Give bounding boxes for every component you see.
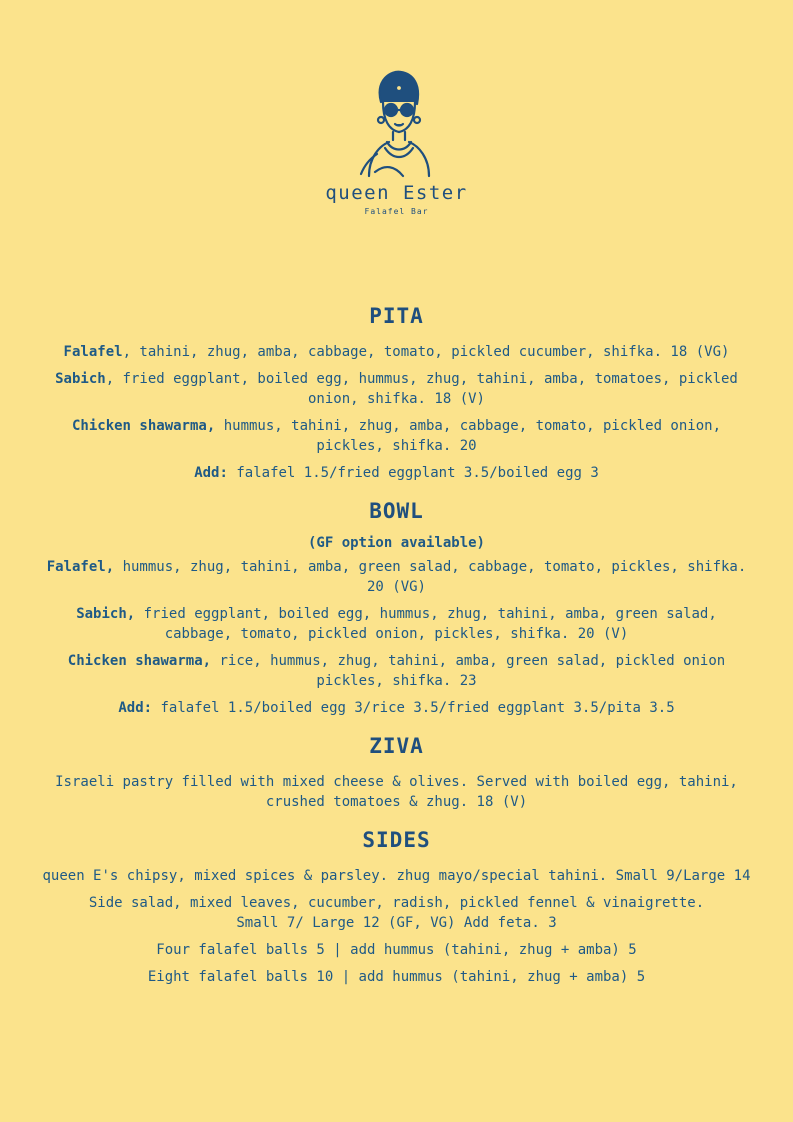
menu-item-add-bowl bbox=[40, 698, 753, 718]
brand-subtitle: Falafel Bar bbox=[364, 207, 429, 216]
section-bowl bbox=[40, 497, 753, 718]
menu bbox=[40, 300, 753, 1001]
item-desc: , tahini, zhug, amba, cabbage, tomato, pickled cucumber, shifka. 18 (VG) bbox=[122, 344, 730, 360]
item-desc: Eight falafel balls 10 | add hummus (tahini, zhug + amba) 5 bbox=[147, 969, 646, 985]
section-title-sides: SIDES bbox=[362, 828, 431, 852]
item-desc: Four falafel balls 5 | add hummus (tahini, zhug + amba) 5 bbox=[156, 942, 637, 958]
item-name: Sabich bbox=[55, 371, 106, 387]
section-title-pita: PITA bbox=[369, 304, 424, 328]
item-desc-2: Small 7/ Large 12 (GF, VG) Add feta. 3 bbox=[236, 915, 557, 931]
menu-item-side-salad bbox=[40, 893, 753, 933]
queen-portrait-logo-icon bbox=[355, 68, 439, 180]
menu-item-chicken-bowl bbox=[40, 651, 753, 691]
item-name: Chicken shawarma, bbox=[67, 653, 212, 669]
item-desc: hummus, tahini, zhug, amba, cabbage, tomato, pickled onion, pickles, shifka. 20 bbox=[215, 418, 722, 454]
item-desc: queen E's chipsy, mixed spices & parsley. zhug mayo/special tahini. Small 9/Large 14 bbox=[42, 868, 751, 884]
item-name: Chicken shawarma, bbox=[71, 418, 216, 434]
menu-item-falafel-bowl bbox=[40, 557, 753, 597]
section-ziva bbox=[40, 732, 753, 812]
item-desc: falafel 1.5/boiled egg 3/rice 3.5/fried eggplant 3.5/pita 3.5 bbox=[152, 700, 675, 716]
menu-item-sabich-bowl bbox=[40, 604, 753, 644]
item-name: Sabich, bbox=[76, 606, 136, 622]
menu-item-ziva bbox=[40, 772, 753, 812]
item-desc: Israeli pastry filled with mixed cheese & olives. Served with boiled egg, tahini, crushed tomatoes & zhug. 18 (V) bbox=[55, 774, 738, 810]
item-name: Falafel bbox=[63, 344, 123, 360]
section-pita bbox=[40, 302, 753, 483]
menu-item-chipsy bbox=[40, 866, 753, 886]
item-desc: , fried eggplant, boiled egg, hummus, zhug, tahini, amba, tomatoes, pickled onion, shifka. 18 (V) bbox=[105, 371, 738, 407]
item-desc: hummus, zhug, tahini, amba, green salad, cabbage, tomato, pickles, shifka. 20 (VG) bbox=[114, 559, 747, 595]
item-desc: Side salad, mixed leaves, cucumber, radish, pickled fennel & vinaigrette. bbox=[88, 895, 705, 911]
bowl-note: (GF option available) bbox=[307, 535, 485, 551]
section-title-bowl: BOWL bbox=[369, 499, 424, 523]
section-sides bbox=[40, 826, 753, 987]
item-name: Add: bbox=[118, 700, 153, 716]
menu-item-sabich-pita bbox=[40, 369, 753, 409]
menu-item-add-pita bbox=[40, 463, 753, 483]
item-desc: rice, hummus, zhug, tahini, amba, green salad, pickled onion pickles, shifka. 23 bbox=[211, 653, 726, 689]
item-desc: falafel 1.5/fried eggplant 3.5/boiled egg 3 bbox=[227, 465, 599, 481]
item-desc: fried eggplant, boiled egg, hummus, zhug, tahini, amba, green salad, cabbage, tomato, pickled onion, pickles, shifka. 20 (V) bbox=[135, 606, 717, 642]
item-name: Falafel, bbox=[46, 559, 115, 575]
menu-item-four-falafel bbox=[40, 940, 753, 960]
menu-item-eight-falafel bbox=[40, 967, 753, 987]
menu-item-chicken-pita bbox=[40, 416, 753, 456]
item-name: Add: bbox=[194, 465, 228, 481]
brand-header bbox=[0, 68, 793, 216]
menu-item-falafel-pita bbox=[40, 342, 753, 362]
brand-name: queen Ester bbox=[325, 182, 468, 204]
section-title-ziva: ZIVA bbox=[369, 734, 424, 758]
